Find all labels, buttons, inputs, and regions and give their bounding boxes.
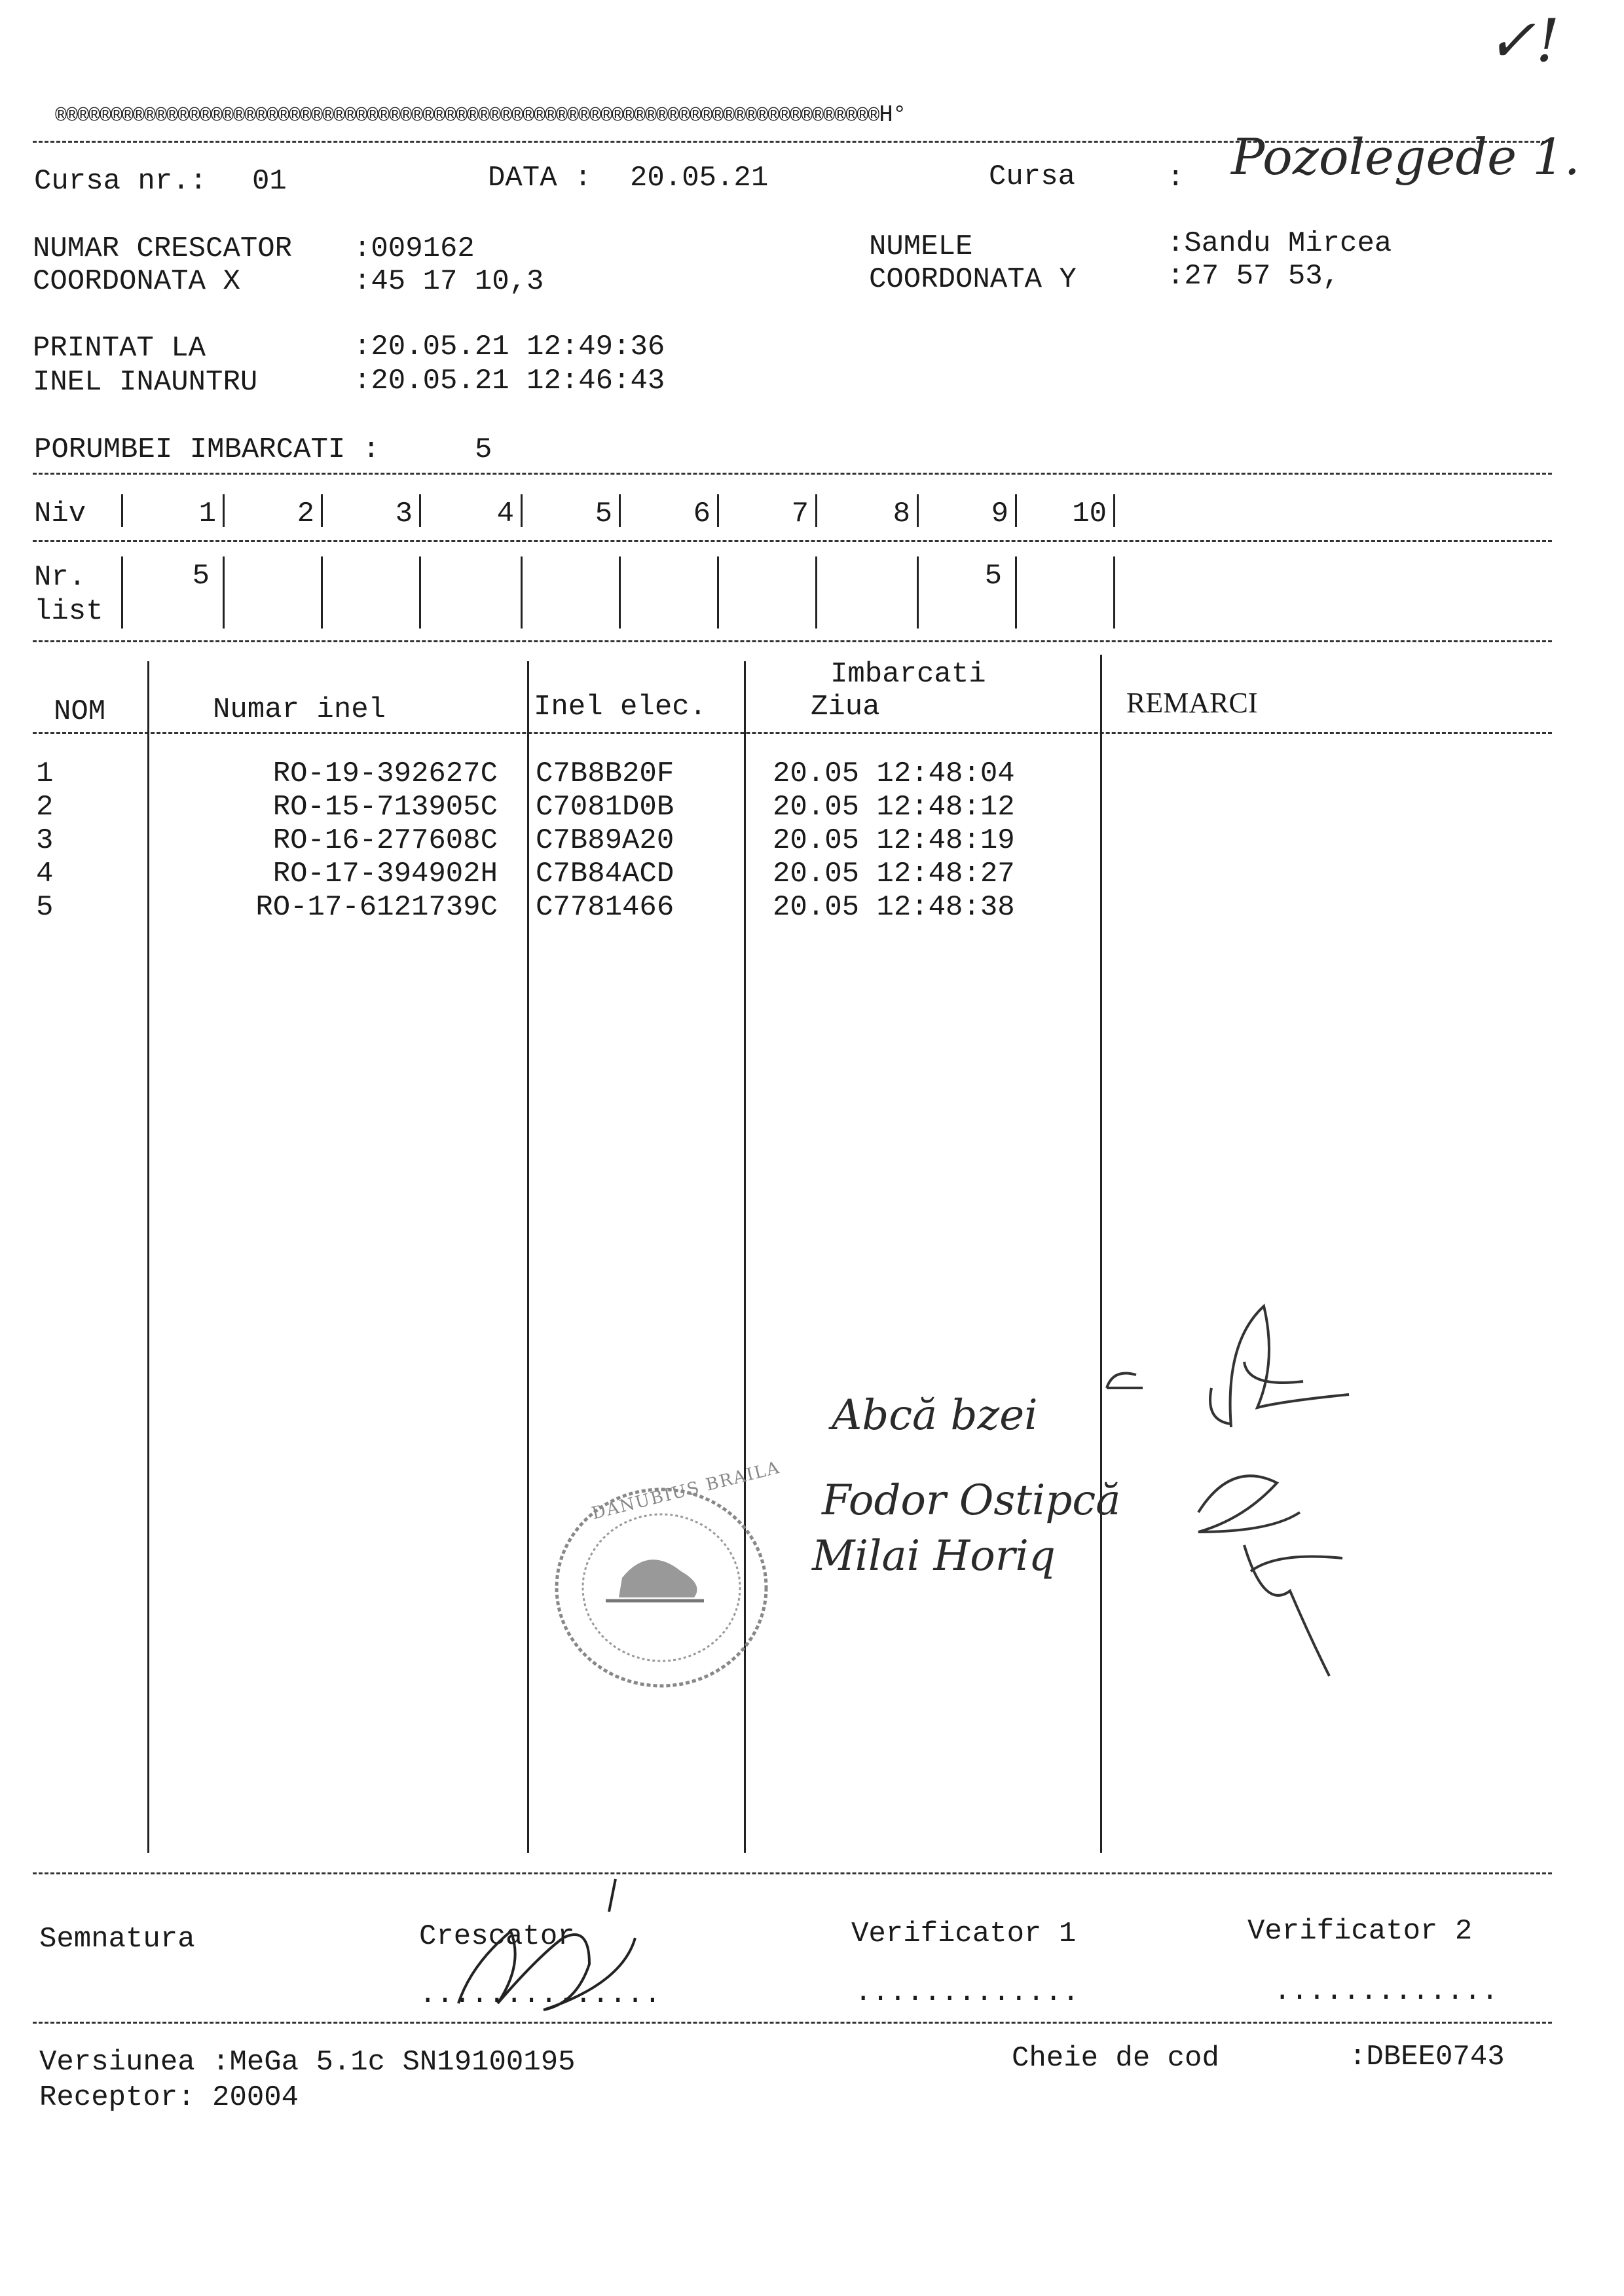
- list-separator: [321, 556, 323, 629]
- signature-breeder-dots: ..............: [419, 1978, 661, 2011]
- race-cursa-sep: :: [1167, 162, 1185, 194]
- niv-number: 5: [595, 498, 612, 530]
- list-value: 5: [192, 560, 210, 592]
- table-cell-ring: RO-17-394902H: [272, 858, 498, 890]
- table-cell-elec: C7B8B20F: [536, 757, 674, 790]
- embarked-label: PORUMBEI IMBARCATI :: [34, 433, 380, 466]
- table-cell-nom: 2: [36, 791, 54, 824]
- table-cell-elec: C7B89A20: [536, 824, 674, 857]
- checkmark-handwritten: ✓!: [1486, 7, 1560, 75]
- list-separator: [917, 556, 919, 629]
- table-col-line: [147, 661, 149, 1853]
- list-separator: [121, 556, 123, 629]
- list-separator: [223, 556, 225, 629]
- table-cell-ring: RO-17-6121739C: [255, 891, 498, 924]
- coord-y-label: COORDONATA Y: [869, 263, 1077, 296]
- niv-separator: [321, 494, 323, 527]
- niv-number: 7: [791, 498, 809, 530]
- signature-verifier1-label: Verificator 1: [851, 1918, 1077, 1950]
- signature-verifier1-dots: .............: [855, 1977, 1080, 2009]
- breeder-name-label: NUMELE: [869, 230, 973, 263]
- table-cell-elec: C7081D0B: [536, 791, 674, 824]
- list-separator: [1015, 556, 1017, 629]
- signature-label: Semnatura: [39, 1923, 195, 1956]
- footer-code-value: :DBEE0743: [1349, 2041, 1505, 2073]
- coord-x-label: COORDONATA X: [33, 265, 240, 298]
- table-cell-time: 20.05 12:48:04: [773, 757, 1015, 790]
- niv-number: 2: [297, 498, 314, 530]
- table-cell-elec: C7781466: [536, 891, 674, 924]
- handwritten-note-1: Abcă bzei: [832, 1391, 1038, 1440]
- table-col-line: [1100, 655, 1102, 1853]
- divider: [33, 640, 1552, 642]
- coord-x-value: :45 17 10,3: [354, 265, 544, 298]
- divider: [33, 1872, 1552, 1874]
- niv-number: 4: [496, 498, 514, 530]
- list-separator: [815, 556, 817, 629]
- niv-label: Niv: [34, 498, 86, 530]
- race-date-label: DATA :: [488, 162, 592, 194]
- table-cell-time: 20.05 12:48:19: [773, 824, 1015, 857]
- niv-number: 9: [991, 498, 1008, 530]
- embarked-value: 5: [475, 433, 492, 466]
- handwritten-note-3: Milai Horiq: [812, 1532, 1056, 1580]
- race-cursa-label: Cursa: [989, 160, 1076, 193]
- handwritten-note-2: Fodor Ostipcă: [822, 1476, 1121, 1525]
- list-separator: [619, 556, 621, 629]
- table-cell-time: 20.05 12:48:12: [773, 791, 1015, 824]
- col-header-ring: Numar inel: [213, 693, 386, 726]
- race-date-value: 20.05.21: [630, 162, 769, 194]
- signature-breeder-label: Crescator: [419, 1920, 575, 1953]
- niv-separator: [521, 494, 523, 527]
- niv-number: 6: [693, 498, 710, 530]
- printed-label: PRINTAT LA: [33, 332, 206, 365]
- stamp-text: DANUBIUS BRAILA: [589, 1457, 783, 1524]
- table-cell-ring: RO-19-392627C: [272, 757, 498, 790]
- printed-value: :20.05.21 12:49:36: [354, 331, 665, 363]
- table-cell-elec: C7B84ACD: [536, 858, 674, 890]
- list-separator: [419, 556, 421, 629]
- niv-number: 10: [1072, 498, 1107, 530]
- coord-y-value: :27 57 53,: [1167, 260, 1340, 293]
- divider: [33, 732, 1552, 734]
- niv-separator: [121, 494, 123, 527]
- ring-inside-value: :20.05.21 12:46:43: [354, 365, 665, 397]
- table-cell-nom: 4: [36, 858, 54, 890]
- col-header-remarks: REMARCI: [1126, 687, 1258, 719]
- breeder-number-label: NUMAR CRESCATOR: [33, 232, 293, 265]
- divider: [33, 2022, 1552, 2024]
- signature-verifier2-label: Verificator 2: [1247, 1915, 1473, 1948]
- col-header-elec: Inel elec.: [534, 691, 707, 723]
- table-cell-time: 20.05 12:48:27: [773, 858, 1015, 890]
- list-value: 5: [984, 560, 1002, 592]
- footer-receiver: Receptor: 20004: [39, 2081, 299, 2114]
- breeder-name-value: :Sandu Mircea: [1167, 227, 1392, 260]
- footer-version: Versiunea :MeGa 5.1c SN19100195: [39, 2046, 576, 2079]
- race-nr-value: 01: [252, 165, 287, 198]
- race-nr-label: Cursa nr.:: [34, 165, 208, 198]
- col-header-day: Ziua: [811, 691, 880, 723]
- list-separator: [521, 556, 523, 629]
- divider: [33, 473, 1552, 475]
- table-cell-nom: 3: [36, 824, 54, 857]
- list-label-list: list: [34, 595, 103, 628]
- niv-separator: [1015, 494, 1017, 527]
- footer-code-label: Cheie de cod: [1012, 2042, 1219, 2075]
- niv-separator: [619, 494, 621, 527]
- niv-separator: [917, 494, 919, 527]
- table-cell-ring: RO-16-277608C: [272, 824, 498, 857]
- col-header-nom: NOM: [54, 695, 106, 728]
- table-cell-nom: 5: [36, 891, 54, 924]
- ring-inside-label: INEL INAUNTRU: [33, 366, 258, 399]
- list-separator: [717, 556, 719, 629]
- niv-separator: [815, 494, 817, 527]
- list-separator: [1113, 556, 1115, 629]
- niv-separator: [419, 494, 421, 527]
- table-cell-time: 20.05 12:48:38: [773, 891, 1015, 924]
- niv-number: 8: [893, 498, 910, 530]
- niv-separator: [223, 494, 225, 527]
- race-cursa-handwritten: Pozolegede 1.: [1231, 128, 1580, 186]
- signature-verifier2-dots: .............: [1274, 1975, 1499, 2008]
- divider: [33, 540, 1552, 542]
- niv-separator: [1113, 494, 1115, 527]
- header-symbol-row: ®®®®®®®®®®®®®®®®®®®®®®®®®®®®®®®®®®®®®®®®®®®®®®®®®®®®®®®®®®®®®®®®®®®®®®®®®®H°: [55, 101, 906, 128]
- table-col-line: [527, 661, 529, 1853]
- table-col-line: [744, 661, 746, 1853]
- breeder-number-value: :009162: [354, 232, 475, 265]
- col-header-embarked: Imbarcati: [830, 658, 986, 691]
- table-cell-ring: RO-15-713905C: [272, 791, 498, 824]
- list-label-nr: Nr.: [34, 561, 86, 594]
- table-cell-nom: 1: [36, 757, 54, 790]
- header-suffix: H°: [879, 101, 906, 128]
- niv-separator: [717, 494, 719, 527]
- niv-number: 3: [395, 498, 413, 530]
- niv-number: 1: [198, 498, 216, 530]
